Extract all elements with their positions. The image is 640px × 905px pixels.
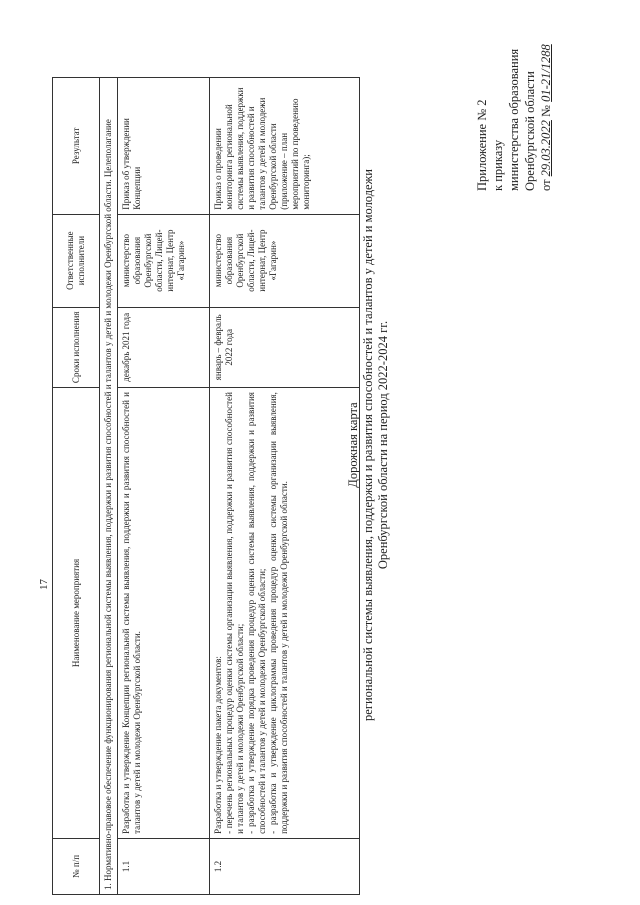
row-2-name-line: Разработка и утверждение пакета документов: — [213, 656, 223, 834]
row-1-executors: министерство образования Оренбургской области, Лицей-интернат, Центр «Гагарин» — [118, 214, 210, 307]
row-2-num: 1.2 — [210, 838, 360, 894]
title-line-3: Оренбургской области на период 2022-2024 гг. — [376, 320, 390, 570]
table-header-row — [53, 78, 100, 895]
appendix-line-4: Оренбургской области — [523, 71, 537, 191]
order-number: 01-21/1288 — [539, 44, 553, 102]
row-1-result: Приказ об утверждении Концепции — [118, 78, 210, 215]
roadmap-table — [52, 77, 360, 895]
appendix-from-label: от — [539, 179, 553, 191]
header-executors: Ответственные исполнители — [53, 214, 100, 307]
section-1-title: 1. Нормативно-правовое обеспечение функционирования региональной системы выявления, поддержки и развития способностей и талантов у детей и молодежи Оренбургской области. Целеполагание — [100, 78, 118, 895]
table-row — [210, 78, 360, 895]
table-row — [118, 78, 210, 895]
header-num: № п/п — [53, 838, 100, 894]
row-1-term: декабрь 2021 года — [118, 307, 210, 388]
row-2-name-line: - разработка и утверждение порядка проведения процедур оценки системы выявления, поддержки и развития способностей и талантов у детей и молодежи Оренбургской области; — [246, 392, 267, 834]
row-2-term: январь – февраль 2022 года — [210, 307, 360, 388]
row-1-num: 1.1 — [118, 838, 210, 894]
row-2-executors: министерство образования Оренбургской области, Лицей-интернат, Центр «Гагарин» — [210, 214, 360, 307]
title-line-2: региональной системы выявления, поддержки и развития способностей и талантов у детей и молодежи — [361, 169, 375, 721]
header-term: Сроки исполнения — [53, 307, 100, 388]
row-2-name-line: - перечень региональных процедур оценки системы организации выявления, поддержки и развития способностей и талантов у детей и молодежи Оренбургской области; — [224, 392, 245, 834]
appendix-line-1: Приложение № 2 — [475, 99, 489, 191]
appendix-order-line — [538, 44, 554, 191]
row-2-name-line: - разработка и утверждение циклограммы проведения процедур оценки системы организации выявления, поддержки и развития способностей и талантов у детей и молодежи Оренбургской области. — [268, 392, 289, 834]
title-line-1: Дорожная карта — [346, 402, 360, 488]
appendix-line-3: министерства образования — [507, 48, 521, 191]
order-date: 29.03.2022 — [539, 120, 553, 177]
header-name: Наименование мероприятия — [53, 388, 100, 839]
order-number-label: № — [539, 105, 553, 117]
appendix-header — [474, 44, 554, 191]
row-2-name — [210, 388, 360, 839]
appendix-line-2: к приказу — [491, 139, 505, 191]
row-2-result: Приказ о проведении мониторинга региональной системы выявления, поддержки и развития способностей и талантов у детей и молодежи Оренбургской области (приложение – план мероприятий по проведению мониторинга); — [210, 78, 360, 215]
row-1-name: Разработка и утверждение Концепции региональной системы выявления, поддержки и развития способностей и талантов у детей и молодежи Оренбургской области. — [118, 388, 210, 839]
section-row — [100, 78, 118, 895]
page-number: 17 — [38, 579, 50, 590]
header-result: Результат — [53, 78, 100, 215]
rotated-landscape-sheet — [48, 15, 588, 895]
